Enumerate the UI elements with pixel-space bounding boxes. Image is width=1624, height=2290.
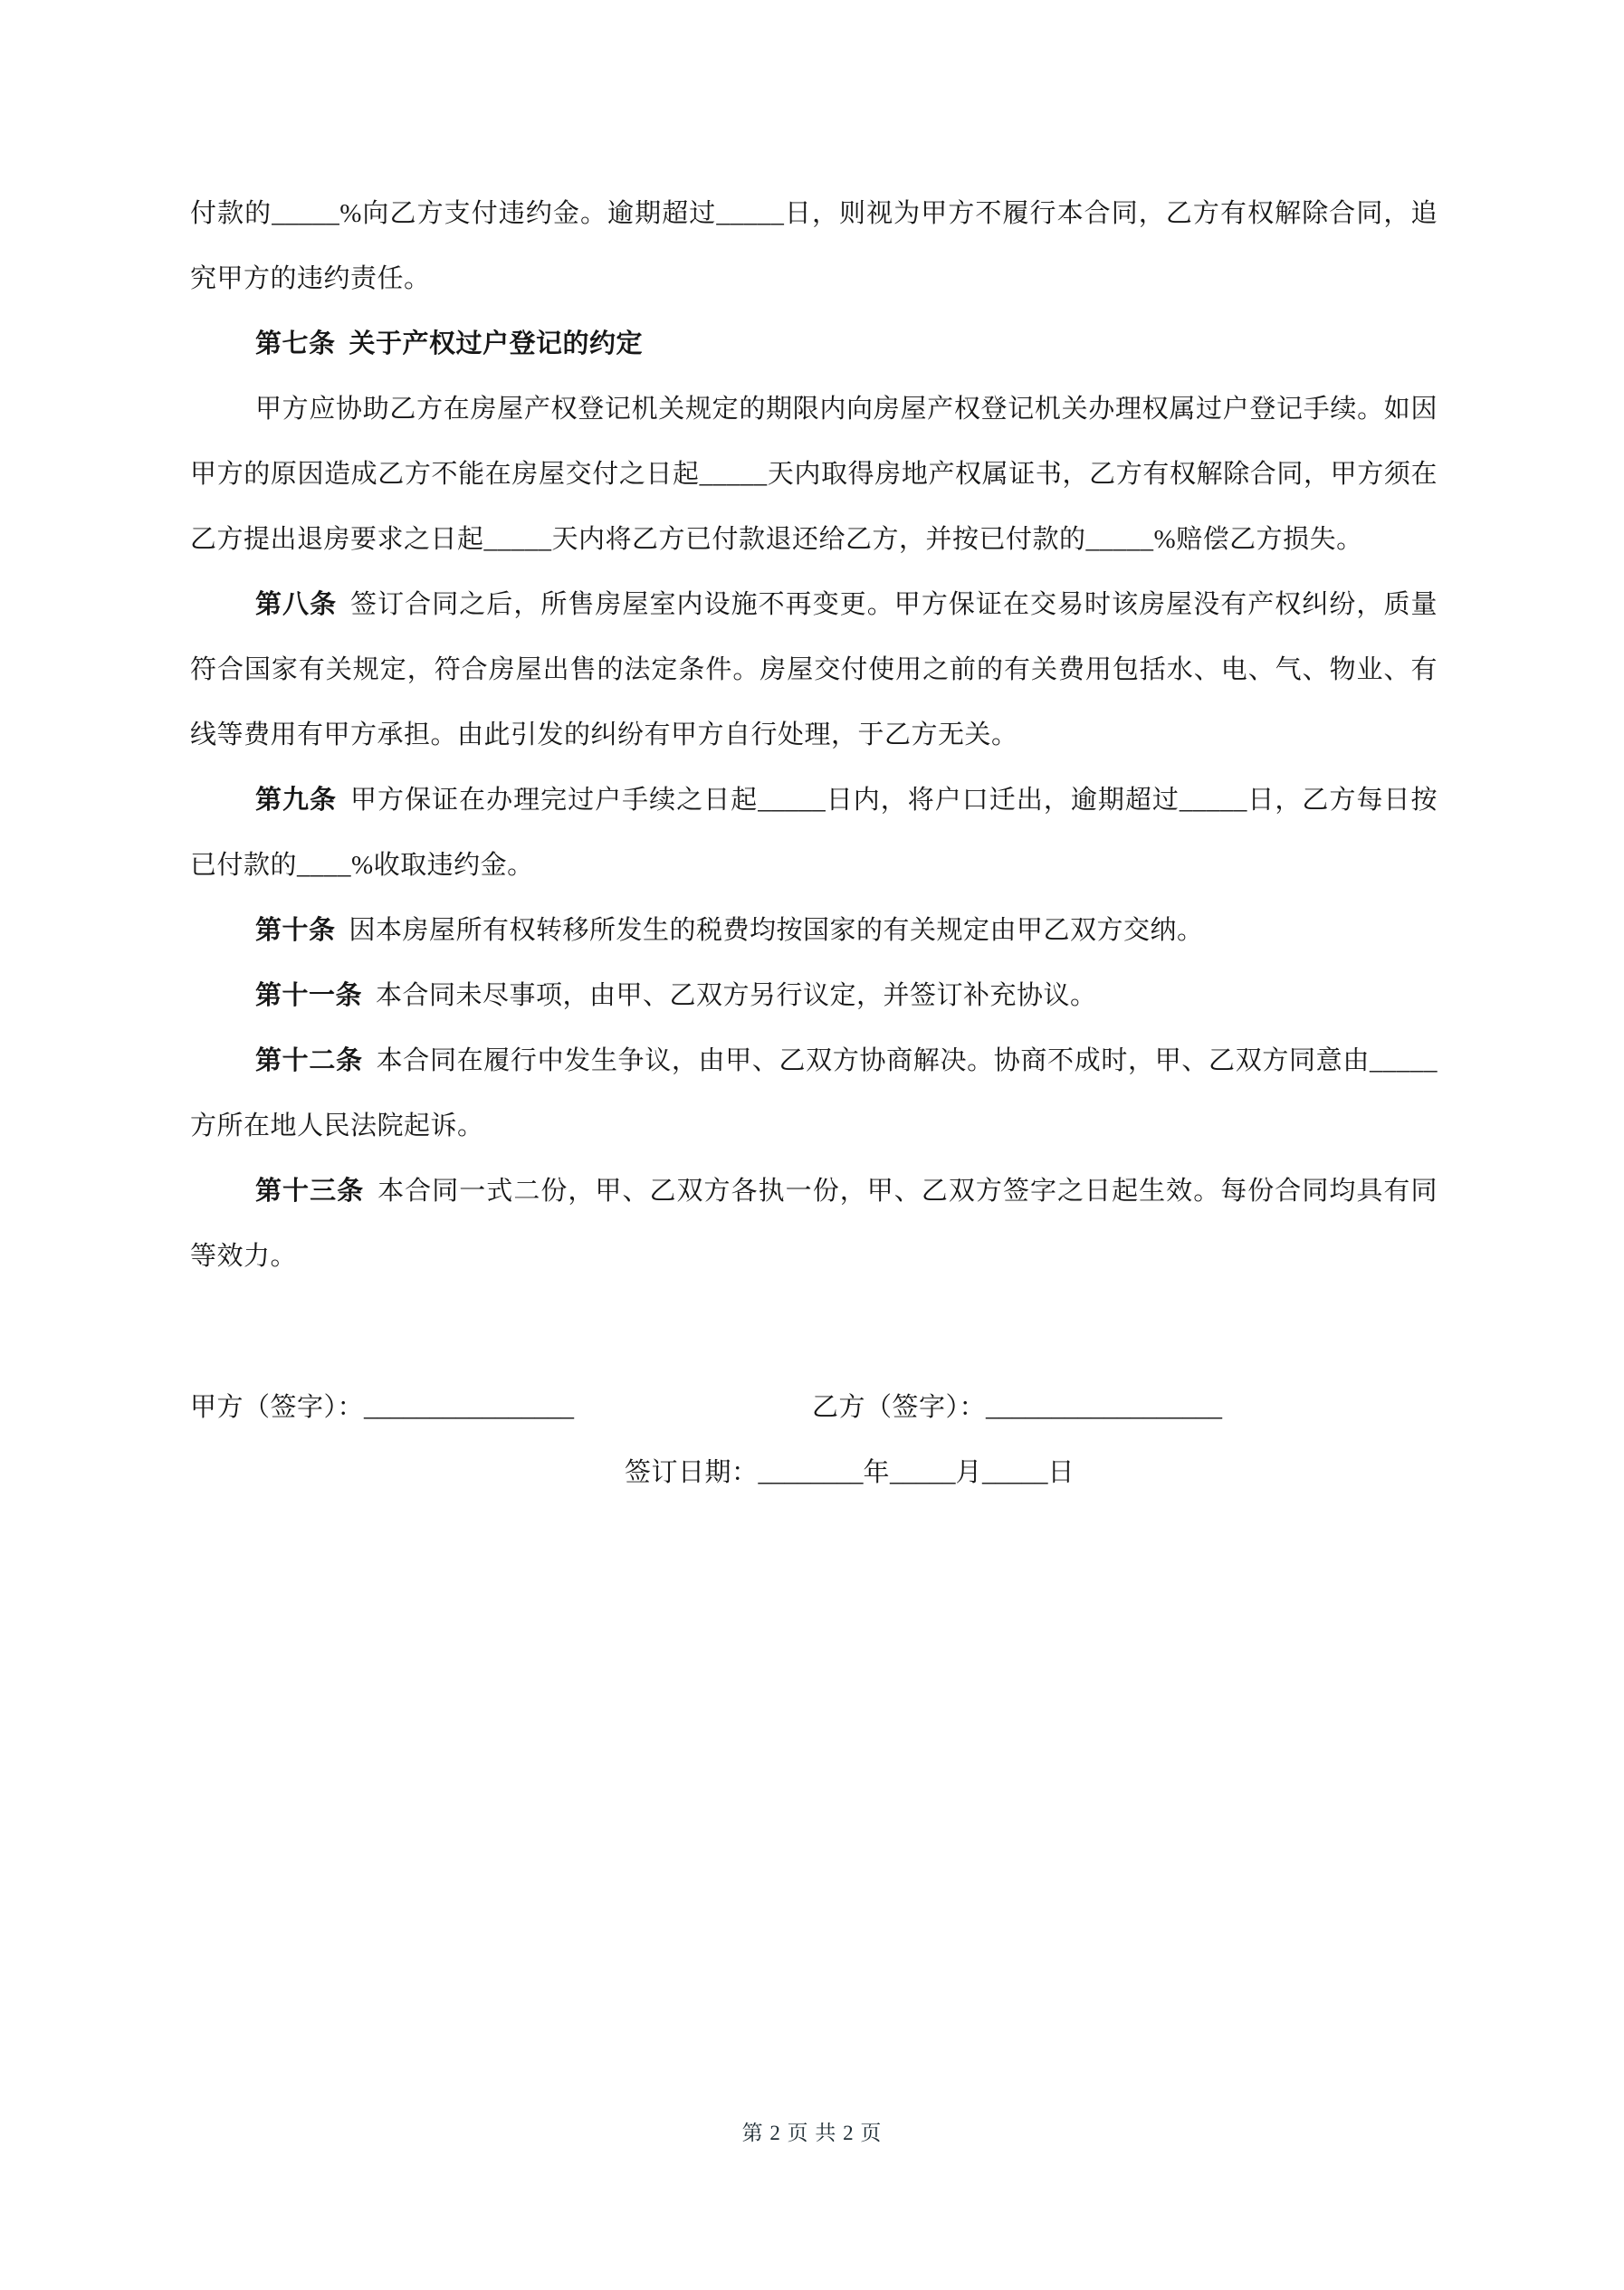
signing-date-day-blank: _____: [982, 1458, 1048, 1487]
party-b-signature: [812, 1375, 1222, 1440]
contract-page-body: [190, 181, 1438, 1505]
signing-date-month-blank: _____: [890, 1458, 956, 1487]
party-a-signature: [190, 1393, 574, 1422]
clause-6-continuation: [190, 181, 1438, 311]
clause-7-number: 第七条: [255, 329, 336, 358]
clause-6-continuation-text: 付款的_____%向乙方支付违约金。逾期超过_____日，则视为甲方不履行本合同，乙方有权解除合同，追究甲方的违约责任。: [190, 199, 1438, 293]
party-a-signature-label: 甲方（签字）：: [190, 1393, 365, 1422]
clause-13-number: 第十三条: [255, 1177, 365, 1206]
clause-7-body-text: 甲方应协助乙方在房屋产权登记机关规定的期限内向房屋产权登记机关办理权属过户登记手续。如因甲方的原因造成乙方不能在房屋交付之日起_____天内取得房地产权属证书，乙方有权解除合同，甲方须在乙方提出退房要求之日起_____天内将乙方已付款退还给乙方，并按已付款的_____%赔偿乙方损失。: [190, 395, 1438, 554]
signing-date-label: 签订日期：: [625, 1458, 759, 1487]
clause-9-number: 第九条: [255, 786, 338, 815]
clause-10: [190, 898, 1438, 963]
clause-12-number: 第十二条: [255, 1046, 363, 1075]
clause-13: [190, 1159, 1438, 1289]
signature-row: [190, 1375, 1438, 1440]
clause-9: [190, 768, 1438, 898]
party-b-signature-blank: __________________: [986, 1393, 1223, 1422]
signing-date-row: [190, 1440, 1438, 1505]
clause-7-heading: [190, 311, 1438, 377]
clause-11: [190, 963, 1438, 1028]
clause-12-text: 本合同在履行中发生争议，由甲、乙双方协商解决。协商不成时，甲、乙双方同意由_____方所在地人民法院起诉。: [190, 1046, 1438, 1140]
signing-date-year-label: 年: [863, 1458, 891, 1487]
signing-date-day-label: 日: [1047, 1458, 1075, 1487]
party-a-signature-blank: ________________: [364, 1393, 575, 1422]
clause-12: [190, 1028, 1438, 1159]
clause-11-text: 本合同未尽事项，由甲、乙双方另行议定，并签订补充协议。: [376, 981, 1097, 1010]
clause-8-text: 签订合同之后，所售房屋室内设施不再变更。甲方保证在交易时该房屋没有产权纠纷，质量符合国家有关规定，符合房屋出售的法定条件。房屋交付使用之前的有关费用包括水、电、气、物业、有线等费用有甲方承担。由此引发的纠纷有甲方自行处理，于乙方无关。: [190, 590, 1438, 749]
clause-7-title: 关于产权过户登记的约定: [349, 329, 644, 358]
clause-9-text: 甲方保证在办理完过户手续之日起_____日内，将户口迁出，逾期超过_____日，乙方每日按已付款的____%收取违约金。: [190, 786, 1438, 880]
clause-7-body: [190, 377, 1438, 572]
party-b-signature-label: 乙方（签字）：: [812, 1393, 987, 1422]
clause-8: [190, 572, 1438, 768]
clause-13-text: 本合同一式二份，甲、乙双方各执一份，甲、乙双方签字之日起生效。每份合同均具有同等效力。: [190, 1177, 1438, 1271]
signing-date-month-label: 月: [955, 1458, 983, 1487]
signing-date-year-blank: ________: [758, 1458, 864, 1487]
clause-10-text: 因本房屋所有权转移所发生的税费均按国家的有关规定由甲乙双方交纳。: [349, 916, 1204, 945]
clause-11-number: 第十一条: [255, 981, 363, 1010]
page-number-footer: 第 2 页 共 2 页: [741, 2122, 883, 2144]
clause-10-number: 第十条: [255, 916, 336, 945]
clause-8-number: 第八条: [255, 590, 338, 619]
